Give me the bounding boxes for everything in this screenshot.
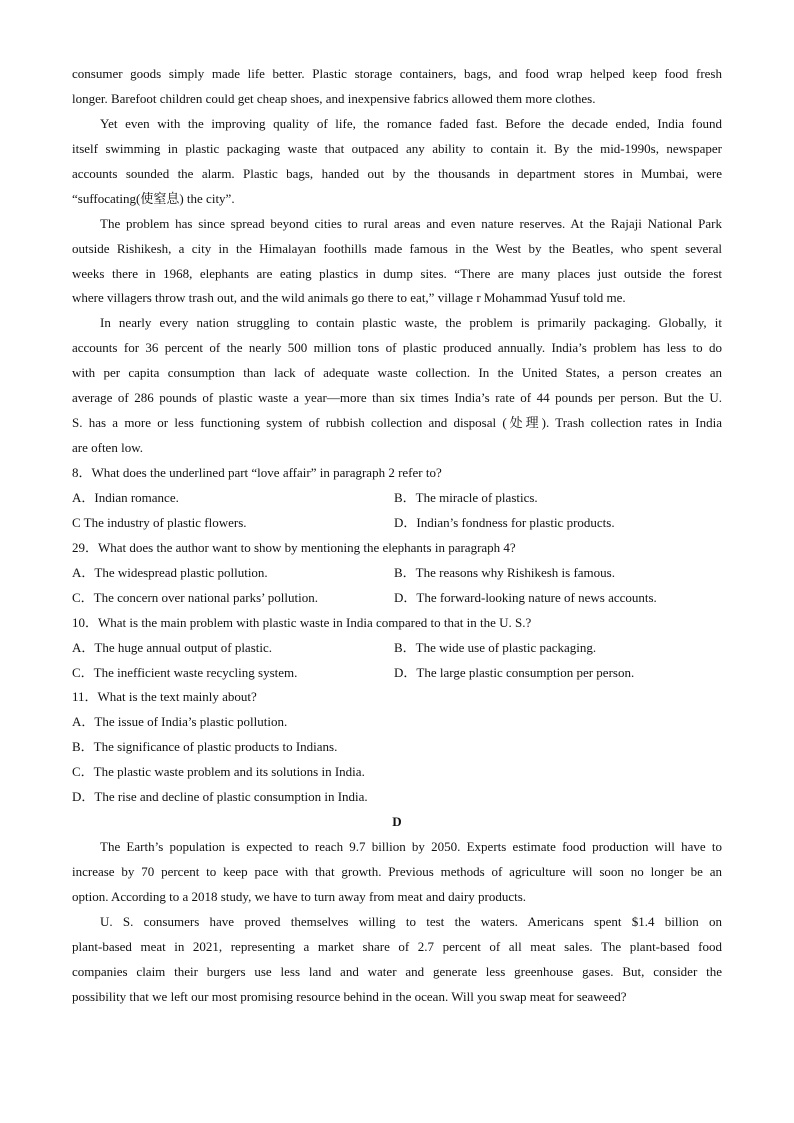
- question-stem: 11．What is the text mainly about?: [72, 689, 257, 705]
- text-line: longer. Barefoot children could get cheap shoes, and inexpensive fabrics allowed them more clothes.: [72, 90, 596, 106]
- paragraph: [72, 311, 722, 461]
- option-d: D．The rise and decline of plastic consumption in India.: [72, 789, 368, 805]
- text-line: average of 286 pounds of plastic waste a year—more than six times India’s rate of 44 pounds per person. But the U.: [72, 390, 722, 406]
- paragraph: [72, 62, 722, 112]
- paragraph: [72, 910, 722, 1010]
- section-heading: D: [392, 814, 402, 830]
- question-10: [72, 611, 722, 686]
- option-c: C．The plastic waste problem and its solutions in India.: [72, 764, 365, 780]
- text-line: option. According to a 2018 study, we have to turn away from meat and dairy products.: [72, 888, 527, 904]
- question-8: [72, 461, 722, 536]
- text-line: accounts for 36 percent of the nearly 500 million tons of plastic produced annually. India’s problem has less to do: [72, 340, 722, 356]
- option-d: D．Indian’s fondness for plastic products.: [394, 514, 615, 530]
- text-line: The Earth’s population is expected to reach 9.7 billion by 2050. Experts estimate food production will have to: [100, 839, 722, 855]
- text-line: possibility that we left our most promising resource behind in the ocean. Will you swap meat for seaweed?: [72, 988, 627, 1004]
- option-c: C The industry of plastic flowers.: [72, 514, 247, 530]
- question-stem: 10．What is the main problem with plastic waste in India compared to that in the U. S.?: [72, 614, 532, 630]
- option-b: B．The miracle of plastics.: [394, 489, 538, 505]
- option-a: A．The huge annual output of plastic.: [72, 639, 273, 655]
- question-29: [72, 536, 722, 611]
- question-stem: 29．What does the author want to show by mentioning the elephants in paragraph 4?: [72, 539, 516, 555]
- option-c: C．The inefficient waste recycling system.: [72, 664, 298, 680]
- question-stem: 8．What does the underlined part “love affair” in paragraph 2 refer to?: [72, 465, 442, 480]
- option-a: A．The issue of India’s plastic pollution.: [72, 714, 288, 730]
- paragraph: [72, 835, 722, 910]
- text-line: “suffocating(使窒息) the city”.: [72, 190, 235, 206]
- text-line: increase by 70 percent to keep pace with that growth. Previous methods of agriculture will soon no longer be an: [72, 864, 722, 879]
- text-line: with per capita consumption than lack of adequate waste collection. In the United States, a person creates an: [72, 365, 722, 381]
- question-11: [72, 685, 722, 810]
- text-line: itself swimming in plastic packaging waste that outpaced any ability to contain it. By the mid-1990s, newspaper: [72, 140, 722, 156]
- text-line: Yet even with the improving quality of life, the romance faded fast. Before the decade ended, India found: [100, 115, 722, 131]
- option-b: B．The wide use of plastic packaging.: [394, 639, 597, 655]
- paragraph: [72, 212, 722, 312]
- text-line: U. S. consumers have proved themselves willing to test the waters. Americans spent $1.4 billion on: [100, 913, 722, 929]
- text-line: plant-based meat in 2021, representing a market share of 2.7 percent of all meat sales. The plant-based food: [72, 938, 722, 954]
- option-b: B．The significance of plastic products to Indians.: [72, 739, 338, 755]
- option-a: A．The widespread plastic pollution.: [72, 564, 268, 580]
- document-content: [72, 62, 722, 1010]
- text-line: outside Rishikesh, a city in the Himalayan foothills made famous in the West by the Beatles, who spent several: [72, 240, 722, 256]
- option-c: C．The concern over national parks’ pollution.: [72, 589, 318, 605]
- option-a: A．Indian romance.: [72, 489, 179, 505]
- option-b: B．The reasons why Rishikesh is famous.: [394, 564, 615, 580]
- text-line: In nearly every nation struggling to contain plastic waste, the problem is primarily packaging. Globally, it: [100, 315, 722, 331]
- text-line: where villagers throw trash out, and the wild animals go there to eat,” village r Mohammad Yusuf told me.: [72, 290, 626, 306]
- text-line: weeks there in 1968, elephants are eating plastics in dump sites. “There are many places just outside the forest: [72, 265, 722, 281]
- text-line: consumer goods simply made life better. Plastic storage containers, bags, and food wrap helped keep food fresh: [72, 66, 722, 81]
- option-d: D．The forward-looking nature of news accounts.: [394, 589, 657, 605]
- option-d: D．The large plastic consumption per person.: [394, 664, 635, 680]
- paragraph: [72, 112, 722, 212]
- text-line: are often low.: [72, 440, 143, 456]
- text-line: S. has a more or less functioning system of rubbish collection and disposal (处理). Trash collection rates in India: [72, 415, 722, 431]
- text-line: companies claim their burgers use less land and water and generate less greenhouse gases. But, consider the: [72, 963, 722, 979]
- text-line: accounts sounded the alarm. Plastic bags, handed out by the thousands in department stores in Mumbai, were: [72, 165, 722, 181]
- text-line: The problem has since spread beyond cities to rural areas and even nature reserves. At the Rajaji National Park: [100, 215, 722, 231]
